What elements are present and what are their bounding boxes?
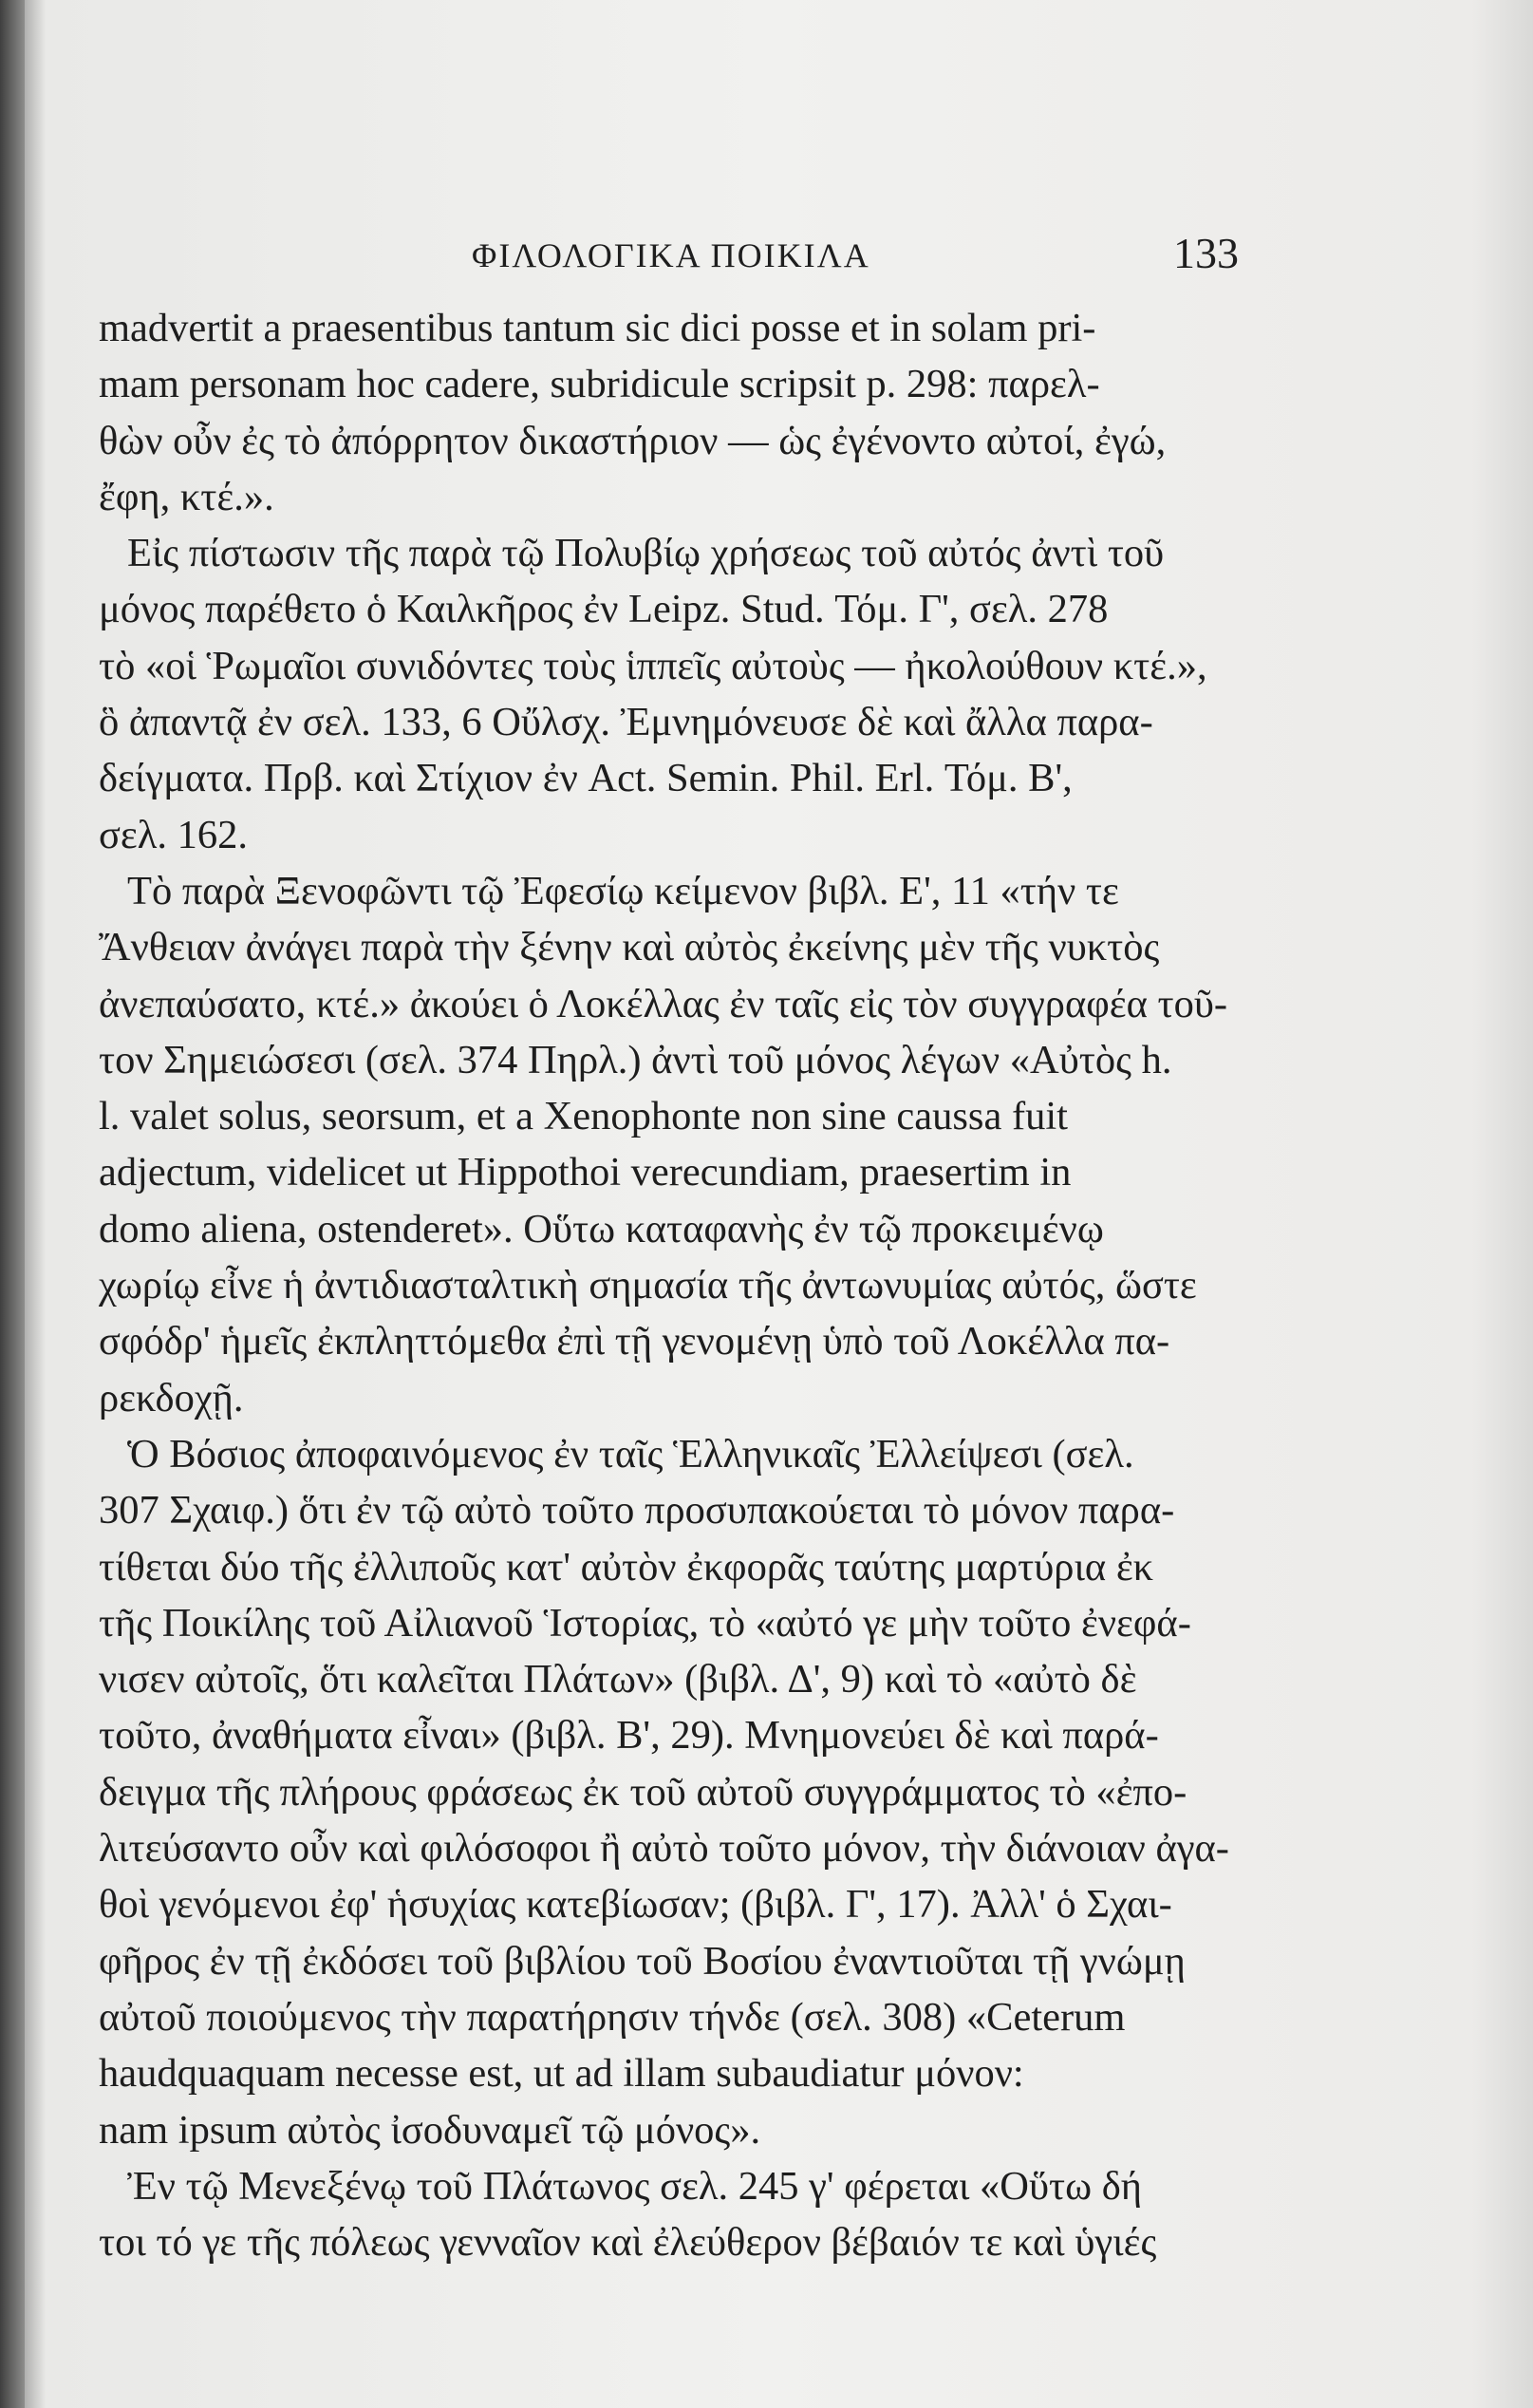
text-line: ἔφη, κτέ.». (99, 474, 274, 519)
text-line: τίθεται δύο τῆς ἐλλιποῦς κατ' αὐτὸν ἐκφορᾶς ταύτης μαρτύρια ἐκ (99, 1544, 1154, 1590)
text-line: ὃ ἀπαντᾷ ἐν σελ. 133, 6 Οὔλσχ. Ἐμνημόνευσε δὲ καὶ ἄλλα παρα- (99, 700, 1153, 745)
text-line: ἀνεπαύσατο, κτέ.» ἀκούει ὁ Λοκέλλας ἐν ταῖς εἰς τὸν συγγραφέα τοῦ- (99, 981, 1228, 1026)
running-head (100, 228, 1239, 285)
text-line: Τὸ παρὰ Ξενοφῶντι τῷ Ἐφεσίῳ κείμενον βιβλ. Ε', 11 «τήν τε (127, 868, 1119, 913)
text-line: τον Σημειώσεσι (σελ. 374 Πηρλ.) ἀντὶ τοῦ μόνος λέγων «Αὐτὸς h. (99, 1037, 1172, 1082)
text-line: χωρίῳ εἶνε ἡ ἀντιδιασταλτικὴ σημασία τῆς ἀντωνυμίας αὐτός, ὥστε (99, 1263, 1197, 1308)
text-line: Ἄνθειαν ἀνάγει παρὰ τὴν ξένην καὶ αὐτὸς ἐκείνης μὲν τῆς νυκτὸς (99, 925, 1160, 970)
text-line: ρεκδοχῇ. (99, 1375, 244, 1420)
text-line: τοῦτο, ἀναθήματα εἶναι» (βιβλ. Β', 29). Μνημονεύει δὲ καὶ παρά- (99, 1713, 1159, 1759)
text-line: νισεν αὐτοῖς, ὅτι καλεῖται Πλάτων» (βιβλ. Δ', 9) καὶ τὸ «αὐτὸ δὲ (99, 1657, 1137, 1703)
text-line: haudquaquam necesse est, ut ad illam subaudiatur μόνον: (99, 2051, 1024, 2097)
text-line: Ἐν τῷ Μενεξένῳ τοῦ Πλάτωνος σελ. 245 γ' φέρεται «Οὕτω δή (127, 2163, 1142, 2209)
text-line: δειγμα τῆς πλήρους φράσεως ἐκ τοῦ αὐτοῦ συγγράμματος τὸ «ἐπο- (99, 1769, 1187, 1815)
text-line: Ὁ Βόσιος ἀποφαινόμενος ἐν ταῖς Ἑλληνικαῖς Ἐλλείψεσι (σελ. (127, 1431, 1134, 1477)
text-line: τῆς Ποικίλης τοῦ Αἰλιανοῦ Ἱστορίας, τὸ «αὐτό γε μὴν τοῦτο ἐνεφά- (99, 1600, 1191, 1646)
body-text (99, 300, 1243, 2270)
page-gutter-shadow (0, 0, 25, 2408)
text-line: 307 Σχαιφ.) ὅτι ἐν τῷ αὐτὸ τοῦτο προσυπακούεται τὸ μόνον παρα- (99, 1488, 1175, 1533)
running-head-title: ΦΙΛΟΛΟΓΙΚΑ ΠΟΙΚΙΛΑ (472, 236, 870, 274)
text-line: madvertit a praesentibus tantum sic dici posse et in solam pri- (99, 306, 1096, 350)
text-line: mam personam hoc cadere, subridicule scripsit p. 298: παρελ- (99, 362, 1100, 407)
text-line: θὼν οὖν ἐς τὸ ἀπόρρητον δικαστήριον — ὡς ἐγένοντο αὐτοί, ἐγώ, (99, 418, 1167, 463)
text-line: Εἰς πίστωσιν τῆς παρὰ τῷ Πολυβίῳ χρήσεως τοῦ αὐτός ἀντὶ τοῦ (127, 531, 1165, 576)
text-line: domo aliena, ostenderet». Οὕτω καταφανὴς ἐν τῷ προκειμένῳ (99, 1206, 1104, 1251)
text-line: σελ. 162. (99, 812, 248, 857)
text-line: θοὶ γενόμενοι ἐφ' ἡσυχίας κατεβίωσαν; (βιβλ. Γ', 17). Ἀλλ' ὁ Σχαι- (99, 1882, 1172, 1928)
text-line: τὸ «οἱ Ῥωμαῖοι συνιδόντες τοὺς ἱππεῖς αὐτοὺς — ἠκολούθουν κτέ.», (99, 643, 1207, 688)
text-line: μόνος παρέθετο ὁ Καιλκῆρος ἐν Leipz. Stud. Τόμ. Γ', σελ. 278 (99, 587, 1109, 632)
text-line: σφόδρ' ἡμεῖς ἐκπληττόμεθα ἐπὶ τῇ γενομένῃ ὑπὸ τοῦ Λοκέλλα πα- (99, 1319, 1170, 1364)
text-line: φῆρος ἐν τῇ ἐκδόσει τοῦ βιβλίου τοῦ Βοσίου ἐναντιοῦται τῇ γνώμῃ (99, 1938, 1186, 1984)
page-number: 133 (1173, 229, 1239, 277)
text-line: adjectum, videlicet ut Hippothoi verecundiam, praesertim in (99, 1150, 1072, 1195)
text-line: αὐτοῦ ποιούμενος τὴν παρατήρησιν τήνδε (σελ. 308) «Ceterum (99, 1994, 1126, 2040)
text-line: nam ipsum αὐτὸς ἰσοδυναμεῖ τῷ μόνος». (99, 2107, 761, 2153)
text-line: l. valet solus, seorsum, et a Xenophonte non sine caussa fuit (99, 1094, 1068, 1139)
text-line: τοι τό γε τῆς πόλεως γενναῖον καὶ ἐλεύθερον βέβαιόν τε καὶ ὑγιές (99, 2220, 1157, 2266)
text-line: δείγματα. Πρβ. καὶ Στίχιον ἐν Act. Semin. Phil. Erl. Τόμ. Β', (99, 756, 1073, 801)
text-line: λιτεύσαντο οὖν καὶ φιλόσοφοι ἢ αὐτὸ τοῦτο μόνον, τὴν διάνοιαν ἀγα- (99, 1826, 1229, 1872)
